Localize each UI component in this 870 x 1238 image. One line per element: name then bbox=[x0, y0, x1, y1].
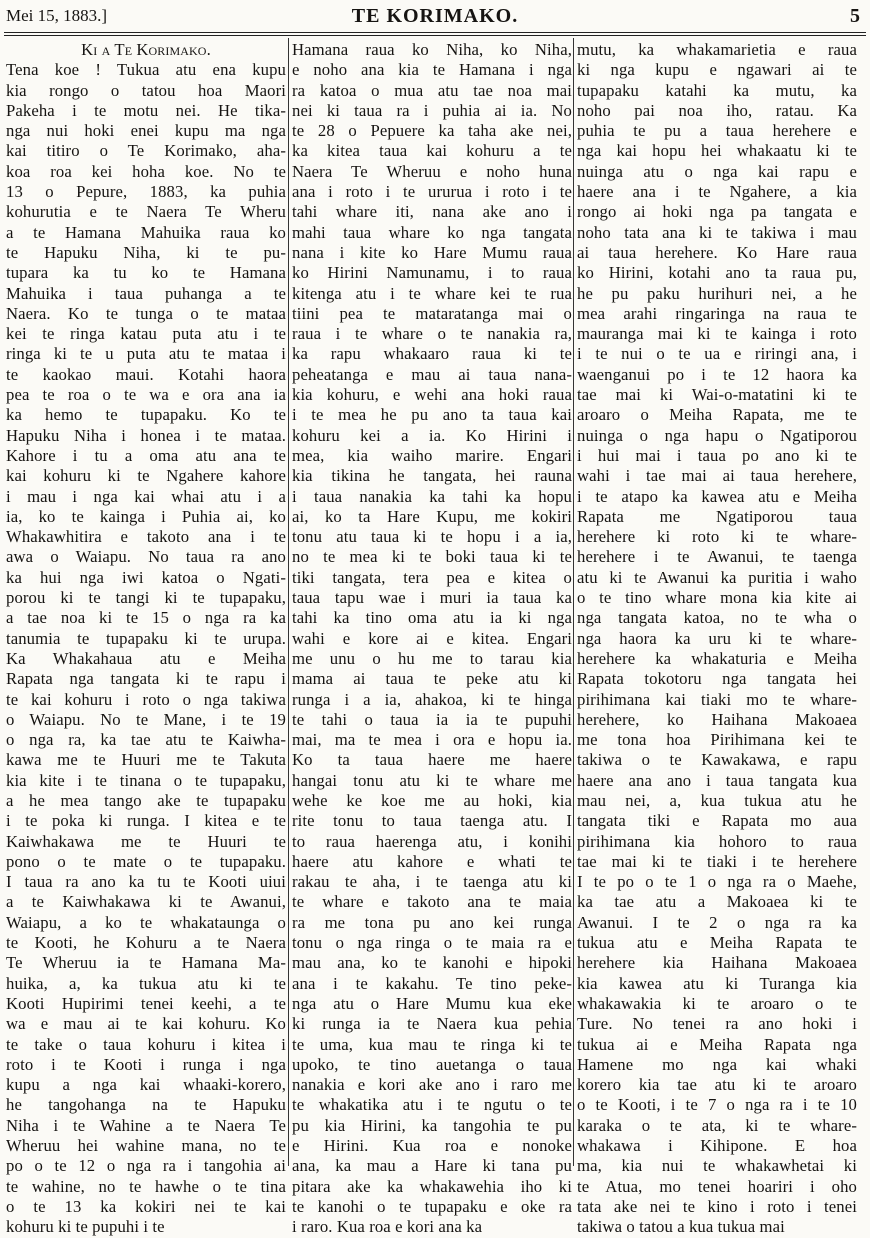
header-rule-double bbox=[4, 35, 866, 36]
text-line: Wheruu hei wahine mana, no te bbox=[6, 1136, 286, 1156]
text-line: takiwa o tatou a kua tukua mai bbox=[577, 1217, 785, 1237]
text-line: te whakatika atu i te ngutu o te bbox=[292, 1095, 572, 1115]
text-line: 13 o Pepure, 1883, ka puhia bbox=[6, 182, 286, 202]
text-line: ka hemo te tupapaku. Ko te bbox=[6, 405, 286, 425]
article-column-3 bbox=[577, 40, 857, 1237]
text-line: awa o Waiapu. No taua ra ano bbox=[6, 547, 286, 567]
article-column-2 bbox=[292, 40, 572, 1237]
text-line: tae mai ki te tiaki i te herehere bbox=[577, 851, 857, 871]
text-line: kia kohuru, e wehi ana hoki raua bbox=[292, 385, 572, 405]
text-line: raua i te whare o te nanakia ra, bbox=[292, 324, 572, 344]
text-line: Naera Te Wheruu e noho huna bbox=[292, 161, 572, 181]
text-line: pitara ake ka whakawehia iho ki bbox=[292, 1176, 572, 1196]
text-line: po o te 12 o nga ra i tangohia ai bbox=[6, 1156, 286, 1176]
text-line: ko Hirini, kotahi ano ta raua pu, bbox=[577, 263, 857, 283]
text-line: pirihimana kai tiaki mo te whare- bbox=[577, 689, 857, 709]
text-line: ka hui nga iwi katoa o Ngati- bbox=[6, 567, 286, 587]
text-line: a te Hamana Mahuika raua ko bbox=[6, 222, 286, 242]
text-line: herehere ka whakaturia e Meiha bbox=[577, 648, 857, 668]
text-line: te kanohi o te tupapaku e oke ra bbox=[292, 1196, 572, 1216]
text-line: Kooti Hupirimi tenei keehi, a te bbox=[6, 993, 286, 1013]
text-line: ko Hirini Namunamu, i to raua bbox=[292, 263, 572, 283]
text-line: atu ki te Awanui ka puritia i waho bbox=[577, 567, 857, 587]
text-line: haere ana i te Ngahere, a kia bbox=[577, 182, 857, 202]
text-line: wehe ke koe me au hoki, kia bbox=[292, 790, 572, 810]
text-line: tukua atu e Meiha Rapata te bbox=[577, 933, 857, 953]
text-line: ra me tona pu ano kei runga bbox=[292, 912, 572, 932]
text-line: I taua ra ano ka tu te Kooti uiui bbox=[6, 872, 286, 892]
text-line: nga tangata katoa, no te wha o bbox=[577, 608, 857, 628]
text-line: tae mai ki Wai-o-matatini ki te bbox=[577, 385, 857, 405]
text-line: kia kawea atu ki Turanga kia bbox=[577, 973, 857, 993]
text-line: noho pai noa iho, ratau. Ka bbox=[577, 100, 857, 120]
text-line: ki runga ia te Naera kua pehia bbox=[292, 1014, 572, 1034]
text-line: Hapuku Niha i honea i te mataa. bbox=[6, 425, 286, 445]
column-divider bbox=[288, 38, 289, 1166]
text-line: kohuru kei a ia. Ko Hirini i bbox=[292, 425, 572, 445]
text-line: ai taua herehere. Ko Hare raua bbox=[577, 242, 857, 262]
text-line: kawa me te Huuri me te Takuta bbox=[6, 750, 286, 770]
text-line: Ka Whakahaua atu e Meiha bbox=[6, 648, 286, 668]
text-line: ra katoa o mua atu tae noa mai bbox=[292, 80, 572, 100]
text-line: ma, kia nui te whakawhetai ki bbox=[577, 1156, 857, 1176]
text-line: nga kai hopu hei whakaatu ki te bbox=[577, 141, 857, 161]
text-line: rakau te aha, i te taenga atu ki bbox=[292, 872, 572, 892]
text-line: herehere kia Haihana Makoaea bbox=[577, 953, 857, 973]
text-line: Tena koe ! Tukua atu ena kupu bbox=[6, 60, 286, 80]
text-line: ana i roto i te ururua i roto i te bbox=[292, 182, 572, 202]
text-line: Pakeha i te motu nei. He tika- bbox=[6, 100, 286, 120]
newspaper-title: TE KORIMAKO. bbox=[351, 5, 519, 27]
text-line: te Kooti, he Kohuru a te Naera bbox=[6, 933, 286, 953]
text-line: i te poka ki runga. I kitea e te bbox=[6, 811, 286, 831]
text-line: ka tae atu a Makoaea ki te bbox=[577, 892, 857, 912]
text-line: herehere i te Awanui, te taenga bbox=[577, 547, 857, 567]
text-line: i te atapo ka kawea atu e Meiha bbox=[577, 486, 857, 506]
text-line: mea arahi ringaringa na raua te bbox=[577, 303, 857, 323]
text-line: ringa ki te u puta atu te mataa i bbox=[6, 344, 286, 364]
page-number: 5 bbox=[850, 5, 860, 27]
text-line: mau nei, a, kua tukua atu he bbox=[577, 790, 857, 810]
text-line: tahi ka tino oma atu ia ki nga bbox=[292, 608, 572, 628]
text-line: tonu o nga ringa o te maia ra e bbox=[292, 933, 572, 953]
text-line: kai titiro o Te Korimako, aha- bbox=[6, 141, 286, 161]
text-line: aroaro o Meiha Rapata, me te bbox=[577, 405, 857, 425]
text-line: nga haora ka uru ki te whare- bbox=[577, 628, 857, 648]
text-line: hangai tonu atu ki te whare me bbox=[292, 770, 572, 790]
text-line: nga atu o Hare Mumu kua eke bbox=[292, 993, 572, 1013]
text-line: noho tata ana ki te takiwa i mau bbox=[577, 222, 857, 242]
text-line: nuinga atu o nga kai rapu e bbox=[577, 161, 857, 181]
text-line: herehere ki roto ki te whare- bbox=[577, 527, 857, 547]
text-line: kohuru ki te pupuhi i te bbox=[6, 1217, 165, 1237]
text-line: kai kohuru ki te Ngahere kahore bbox=[6, 466, 286, 486]
text-line: runga i a ia, ahakoa, ki te hinga bbox=[292, 689, 572, 709]
text-line: me unu o hu me to tarau kia bbox=[292, 648, 572, 668]
text-line: mutu, ka whakamarietia e raua bbox=[577, 40, 857, 59]
text-line: a he mea tango ake te tupapaku bbox=[6, 790, 286, 810]
text-line: i mau i nga kai whai atu i a bbox=[6, 486, 286, 506]
text-line: Hamene mo nga kai whaki bbox=[577, 1054, 857, 1074]
text-line: te uma, kua mau te ringa ki te bbox=[292, 1034, 572, 1054]
text-line: o Waiapu. No te Mane, i te 19 bbox=[6, 709, 286, 729]
text-line: a tae noa ki te 15 o nga ra ka bbox=[6, 608, 286, 628]
text-line: puhia te pu a taua herehere e bbox=[577, 121, 857, 141]
text-line: roto i te Kooti i runga i nga bbox=[6, 1054, 286, 1074]
text-line: ana, ka mau a Hare ki tana pu bbox=[292, 1156, 572, 1176]
text-line: o te Kooti, i te 7 o nga ra i te 10 bbox=[577, 1095, 857, 1115]
text-line: korero kia tae atu ki te aroaro bbox=[577, 1075, 857, 1095]
text-line: he pu paku hurihuri nei, a he bbox=[577, 283, 857, 303]
text-line: I te po o te 1 o nga ra o Maehe, bbox=[577, 872, 857, 892]
text-line: nuinga o nga hapu o Ngatiporou bbox=[577, 425, 857, 445]
page-header bbox=[6, 6, 864, 30]
text-line: i te mea he pu ano ta taua kai bbox=[292, 405, 572, 425]
issue-date: Mei 15, 1883.] bbox=[6, 6, 108, 25]
text-line: tonu atu taua ki te hopu i a ia, bbox=[292, 527, 572, 547]
text-line: to raua haerenga atu, i konihi bbox=[292, 831, 572, 851]
text-line: me tona hoa Pirihimana kei te bbox=[577, 730, 857, 750]
text-line: whakawakia ki te aroaro o te bbox=[577, 993, 857, 1013]
header-rule bbox=[4, 32, 866, 33]
text-line: te Atua, mo tenei hoariri i oho bbox=[577, 1176, 857, 1196]
text-line: Te Wheruu ia te Hamana Ma- bbox=[6, 953, 286, 973]
text-line: mai, ma te mea i ora e hopu ia. bbox=[292, 730, 572, 750]
text-line: ki nga kupu e ngawari ai te bbox=[577, 60, 857, 80]
text-line: tiini pea te mataratanga mai o bbox=[292, 303, 572, 323]
text-line: o te tino whare mona kia kite ai bbox=[577, 588, 857, 608]
text-line: tupapaku katahi ka mutu, ka bbox=[577, 80, 857, 100]
text-line: Hamana raua ko Niha, ko Niha, bbox=[292, 40, 572, 59]
text-line: Kahore i tu a oma atu ana te bbox=[6, 445, 286, 465]
text-line: a te Kaiwhakawa ki te Awanui, bbox=[6, 892, 286, 912]
text-line: Rapata nga tangata ki te rapu i bbox=[6, 669, 286, 689]
text-line: kia kite i te tinana o te tupapaku, bbox=[6, 770, 286, 790]
text-line: te whare e takoto ana te maia bbox=[292, 892, 572, 912]
text-line: te Hapuku Niha, ki te pu- bbox=[6, 242, 286, 262]
text-line: mea, kia waiho marire. Engari bbox=[292, 445, 572, 465]
text-line: Naera. Ko te tunga o te mataa bbox=[6, 303, 286, 323]
text-line: o nga ra, ka tae atu te Kaiwha- bbox=[6, 730, 286, 750]
text-line: mahi taua whare ko nga tangata bbox=[292, 222, 572, 242]
text-line: te tahi o taua ia ia te pupuhi bbox=[292, 709, 572, 729]
text-line: nga nui hoki enei kupu ma nga bbox=[6, 121, 286, 141]
text-line: ka rapu whakaaro raua ki te bbox=[292, 344, 572, 364]
text-line: upoko, te tino auetanga o taua bbox=[292, 1054, 572, 1074]
text-line: mau ana, ko te kanohi e hipoki bbox=[292, 953, 572, 973]
text-line: Whakawhitira e takoto ana i te bbox=[6, 527, 286, 547]
text-line: tangata tiki e Rapata mo aua bbox=[577, 811, 857, 831]
text-line: Mahuika i taua puhanga a te bbox=[6, 283, 286, 303]
text-line: rite tonu to taua taenga atu. I bbox=[292, 811, 572, 831]
text-line: pu kia Hirini, ka tangohia te pu bbox=[292, 1115, 572, 1135]
text-line: kia tikina he tangata, hei rauna bbox=[292, 466, 572, 486]
text-line: Ki a Te Korimako. bbox=[81, 40, 211, 59]
text-line: ia, ko te kainga i Puhia ai, ko bbox=[6, 506, 286, 526]
text-line: nei ki taua ra i puhia ai ia. No bbox=[292, 100, 572, 120]
text-line: te wahine, no te hawhe o te tina bbox=[6, 1176, 286, 1196]
text-line: e noho ana kia te Hamana i nga bbox=[292, 60, 572, 80]
text-line: waenganui po i te 12 haora ka bbox=[577, 364, 857, 384]
text-line: Kaiwhakawa me te Huuri te bbox=[6, 831, 286, 851]
text-line: kia rongo o tatou hoa Maori bbox=[6, 80, 286, 100]
text-line: te take o taua kohuru i kitea i bbox=[6, 1034, 286, 1054]
text-line: i raro. Kua roa e kori ana ka bbox=[292, 1217, 483, 1237]
text-line: Ko ta taua haere me haere bbox=[292, 750, 572, 770]
text-line: whakawa i Kihipone. E hoa bbox=[577, 1136, 857, 1156]
text-line: kei te ringa katau puta atu i te bbox=[6, 324, 286, 344]
text-line: haere ana ano i taua tangata kua bbox=[577, 770, 857, 790]
text-line: i taua nanakia ka tahi ka hopu bbox=[292, 486, 572, 506]
article-column-1 bbox=[6, 40, 286, 1237]
text-line: Ture. No tenei ra ano hoki i bbox=[577, 1014, 857, 1034]
text-line: Rapata tokotoru nga tangata hei bbox=[577, 669, 857, 689]
text-line: wahi i tae mai ai taua herehere, bbox=[577, 466, 857, 486]
text-line: nanakia e kori ake ano i raro me bbox=[292, 1075, 572, 1095]
text-line: wahi e kore ai e kitea. Engari bbox=[292, 628, 572, 648]
text-line: herehere, ko Haihana Makoaea bbox=[577, 709, 857, 729]
text-line: peheatanga e mau ai taua nana- bbox=[292, 364, 572, 384]
text-line: tiki tangata, tera pea e kitea o bbox=[292, 567, 572, 587]
text-line: tata ake nei te kino i roto i tenei bbox=[577, 1196, 857, 1216]
text-line: Waiapu, a ko te whakataunga o bbox=[6, 912, 286, 932]
text-line: huika, a, ka tukua atu ki te bbox=[6, 973, 286, 993]
text-line: kohurutia e te Naera Te Wheru bbox=[6, 202, 286, 222]
text-line: i te nui o te ua e riringi ana, i bbox=[577, 344, 857, 364]
text-line: pirihimana kia hohoro to raua bbox=[577, 831, 857, 851]
text-line: i hui mai i taua po ano ki te bbox=[577, 445, 857, 465]
text-line: te 28 o Pepuere ka taha ake nei, bbox=[292, 121, 572, 141]
text-line: porou ki te tangi ki te tupapaku, bbox=[6, 588, 286, 608]
text-line: kitenga atu i te whare kei te rua bbox=[292, 283, 572, 303]
text-line: tupara ka tu ko te Hamana bbox=[6, 263, 286, 283]
text-line: koa roa kei hoha koe. No te bbox=[6, 161, 286, 181]
text-line: he tangohanga na te Hapuku bbox=[6, 1095, 286, 1115]
column-divider bbox=[573, 38, 574, 1166]
text-line: pono o te mate o te tupapaku. bbox=[6, 851, 286, 871]
text-line: Niha i te Wahine a te Naera Te bbox=[6, 1115, 286, 1135]
text-line: te kaokao maui. Kotahi haora bbox=[6, 364, 286, 384]
text-line: nana i kite ko Hare Mumu raua bbox=[292, 242, 572, 262]
text-line: Rapata me Ngatiporou taua bbox=[577, 506, 857, 526]
text-line: karaka o te ata, ki te whare- bbox=[577, 1115, 857, 1135]
text-line: tukua ai e Meiha Rapata nga bbox=[577, 1034, 857, 1054]
text-line: o te 13 ka kokiri nei te kai bbox=[6, 1196, 286, 1216]
text-line: ana i te kakahu. Te tino peke- bbox=[292, 973, 572, 993]
text-line: wa e mau ai te kai kohuru. Ko bbox=[6, 1014, 286, 1034]
text-line: takiwa o te Kawakawa, e rapu bbox=[577, 750, 857, 770]
text-line: ka kitea taua kai kohuru a te bbox=[292, 141, 572, 161]
text-line: mama ai taua te peke atu ki bbox=[292, 669, 572, 689]
text-line: te kai kohuru i roto o nga takiwa bbox=[6, 689, 286, 709]
text-line: e Hirini. Kua roa e nonoke bbox=[292, 1136, 572, 1156]
text-line: kupu a nga kai whaaki-korero, bbox=[6, 1075, 286, 1095]
text-line: pea te roa o te wa e ora ana ia bbox=[6, 385, 286, 405]
text-line: tahi whare iti, nana ake ano i bbox=[292, 202, 572, 222]
text-line: taua tapu wae i muri ia taua ka bbox=[292, 588, 572, 608]
text-line: haere atu kahore e whati te bbox=[292, 851, 572, 871]
text-line: ai, ko ta Hare Kupu, me kokiri bbox=[292, 506, 572, 526]
text-line: Awanui. I te 2 o nga ra ka bbox=[577, 912, 857, 932]
text-line: mauranga mai ki te kainga i roto bbox=[577, 324, 857, 344]
text-line: no te mea ki te boki taua ki te bbox=[292, 547, 572, 567]
text-line: tanumia te tupapaku ki te urupa. bbox=[6, 628, 286, 648]
text-line: rongo ai hoki nga pa tangata e bbox=[577, 202, 857, 222]
